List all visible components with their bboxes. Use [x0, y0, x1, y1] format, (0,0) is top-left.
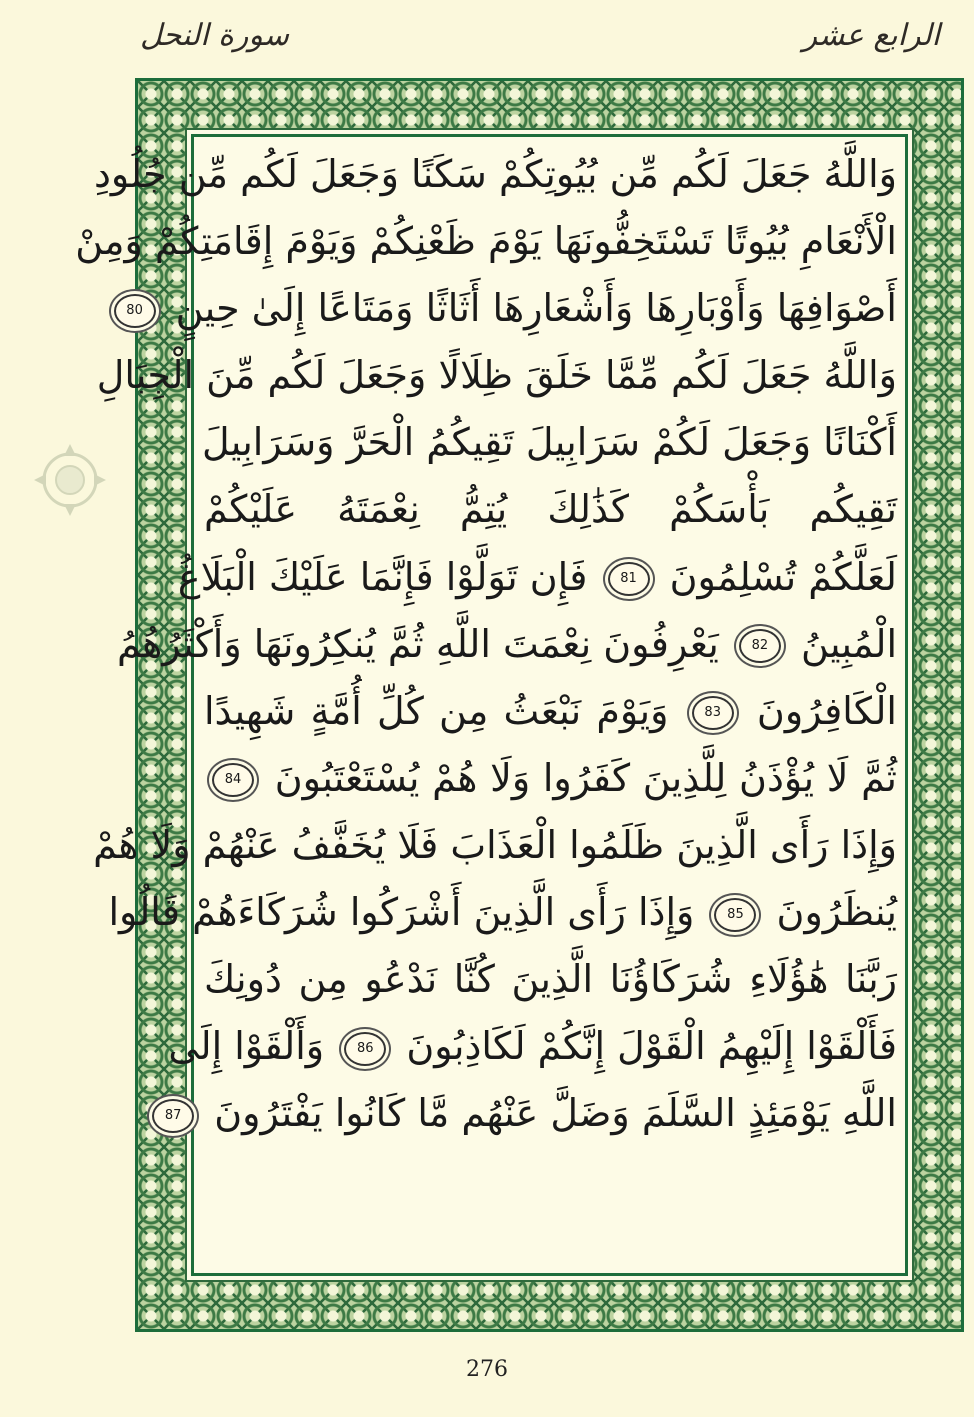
- verse-text: وَاللَّهُ جَعَلَ لَكُم مِّمَّا خَلَقَ ظِلَالًا وَجَعَلَ لَكُم مِّنَ الْجِبَالِ: [96, 353, 897, 398]
- verse-line: [204, 745, 897, 812]
- verse-text: وَإِذَا رَأَى الَّذِينَ أَشْرَكُوا شُرَكَاءَهُمْ قَالُوا: [108, 890, 695, 935]
- verse-line: [204, 678, 897, 745]
- quran-page-frame: [75, 78, 964, 1332]
- verse-text: وَيَوْمَ نَبْعَثُ مِن كُلِّ أُمَّةٍ شَهِيدًا: [204, 688, 669, 733]
- hizb-marker-icon: [30, 440, 110, 520]
- surah-name: سورة النحل: [140, 18, 289, 53]
- verse-text: الْكَافِرُونَ: [756, 688, 897, 733]
- verse-line: [177, 544, 897, 611]
- verse-text: وَإِذَا رَأَى الَّذِينَ ظَلَمُوا الْعَذَابَ فَلَا يُخَفَّفُ عَنْهُمْ وَلَا هُمْ: [93, 822, 897, 867]
- verse-text: أَصْوَافِهَا وَأَوْبَارِهَا وَأَشْعَارِهَا أَثَاثًا وَمَتَاعًا إِلَىٰ حِينٍ: [175, 286, 897, 331]
- text-panel: [75, 134, 908, 1276]
- verse-text: رَبَّنَا هَٰؤُلَاءِ شُرَكَاؤُنَا الَّذِينَ كُنَّا نَدْعُو مِن دُونِكَ: [204, 957, 897, 1002]
- verse-line: [201, 409, 897, 476]
- ayah-number-marker: 86: [344, 1032, 386, 1066]
- verse-line: [108, 879, 897, 946]
- ayah-number-marker: 85: [714, 898, 756, 932]
- ayah-number-marker: 87: [152, 1099, 194, 1133]
- ayah-number-marker: 80: [114, 294, 156, 328]
- verse-line: [94, 141, 897, 208]
- verse-line: [75, 208, 897, 275]
- ayah-number-marker: 81: [608, 562, 650, 596]
- verse-text: الْمُبِينُ: [801, 621, 897, 666]
- verse-line: [126, 275, 897, 342]
- verse-line: [204, 946, 897, 1013]
- verse-line: [116, 611, 897, 678]
- verse-line: [168, 1013, 897, 1080]
- verse-text: يَعْرِفُونَ نِعْمَتَ اللَّهِ ثُمَّ يُنكِرُونَهَا وَأَكْثَرُهُمُ: [116, 621, 719, 666]
- verse-text: فَأَلْقَوْا إِلَيْهِمُ الْقَوْلَ إِنَّكُمْ لَكَاذِبُونَ: [406, 1024, 897, 1069]
- page-header: [140, 14, 940, 64]
- verse-line: [93, 812, 897, 879]
- verse-text-area: [75, 141, 897, 1269]
- verse-text: اللَّهِ يَوْمَئِذٍ السَّلَمَ وَضَلَّ عَنْهُم مَّا كَانُوا يَفْتَرُونَ: [214, 1091, 897, 1136]
- verse-text: فَإِن تَوَلَّوْا فَإِنَّمَا عَلَيْكَ الْبَلَاغُ: [177, 554, 588, 599]
- juz-name: الرابع عشر: [802, 18, 940, 53]
- verse-text: الْأَنْعَامِ بُيُوتًا تَسْتَخِفُّونَهَا يَوْمَ ظَعْنِكُمْ وَيَوْمَ إِقَامَتِكُمْ وَمِنْ: [75, 219, 897, 264]
- verse-text: لَعَلَّكُمْ تُسْلِمُونَ: [669, 554, 897, 599]
- verse-text: يُنظَرُونَ: [776, 890, 897, 935]
- ayah-number-marker: 84: [212, 763, 254, 797]
- verse-text: أَكْنَانًا وَجَعَلَ لَكُمْ سَرَابِيلَ تَقِيكُمُ الْحَرَّ وَسَرَابِيلَ: [201, 420, 897, 465]
- verse-text: وَاللَّهُ جَعَلَ لَكُم مِّن بُيُوتِكُمْ سَكَنًا وَجَعَلَ لَكُم مِّن جُلُودِ: [94, 152, 897, 196]
- verse-text: وَأَلْقَوْا إِلَى: [168, 1024, 325, 1069]
- verse-line: [96, 342, 897, 409]
- verse-line: [164, 1080, 897, 1147]
- page-number: 276: [466, 1357, 508, 1382]
- ayah-number-marker: 83: [692, 696, 734, 730]
- verse-text: تَقِيكُم بَأْسَكُمْ كَذَٰلِكَ يُتِمُّ نِعْمَتَهُ عَلَيْكُمْ: [204, 487, 897, 532]
- verse-line: [204, 476, 897, 543]
- ayah-number-marker: 82: [739, 629, 781, 663]
- verse-text: ثُمَّ لَا يُؤْذَنُ لِلَّذِينَ كَفَرُوا وَلَا هُمْ يُسْتَعْتَبُونَ: [274, 755, 897, 800]
